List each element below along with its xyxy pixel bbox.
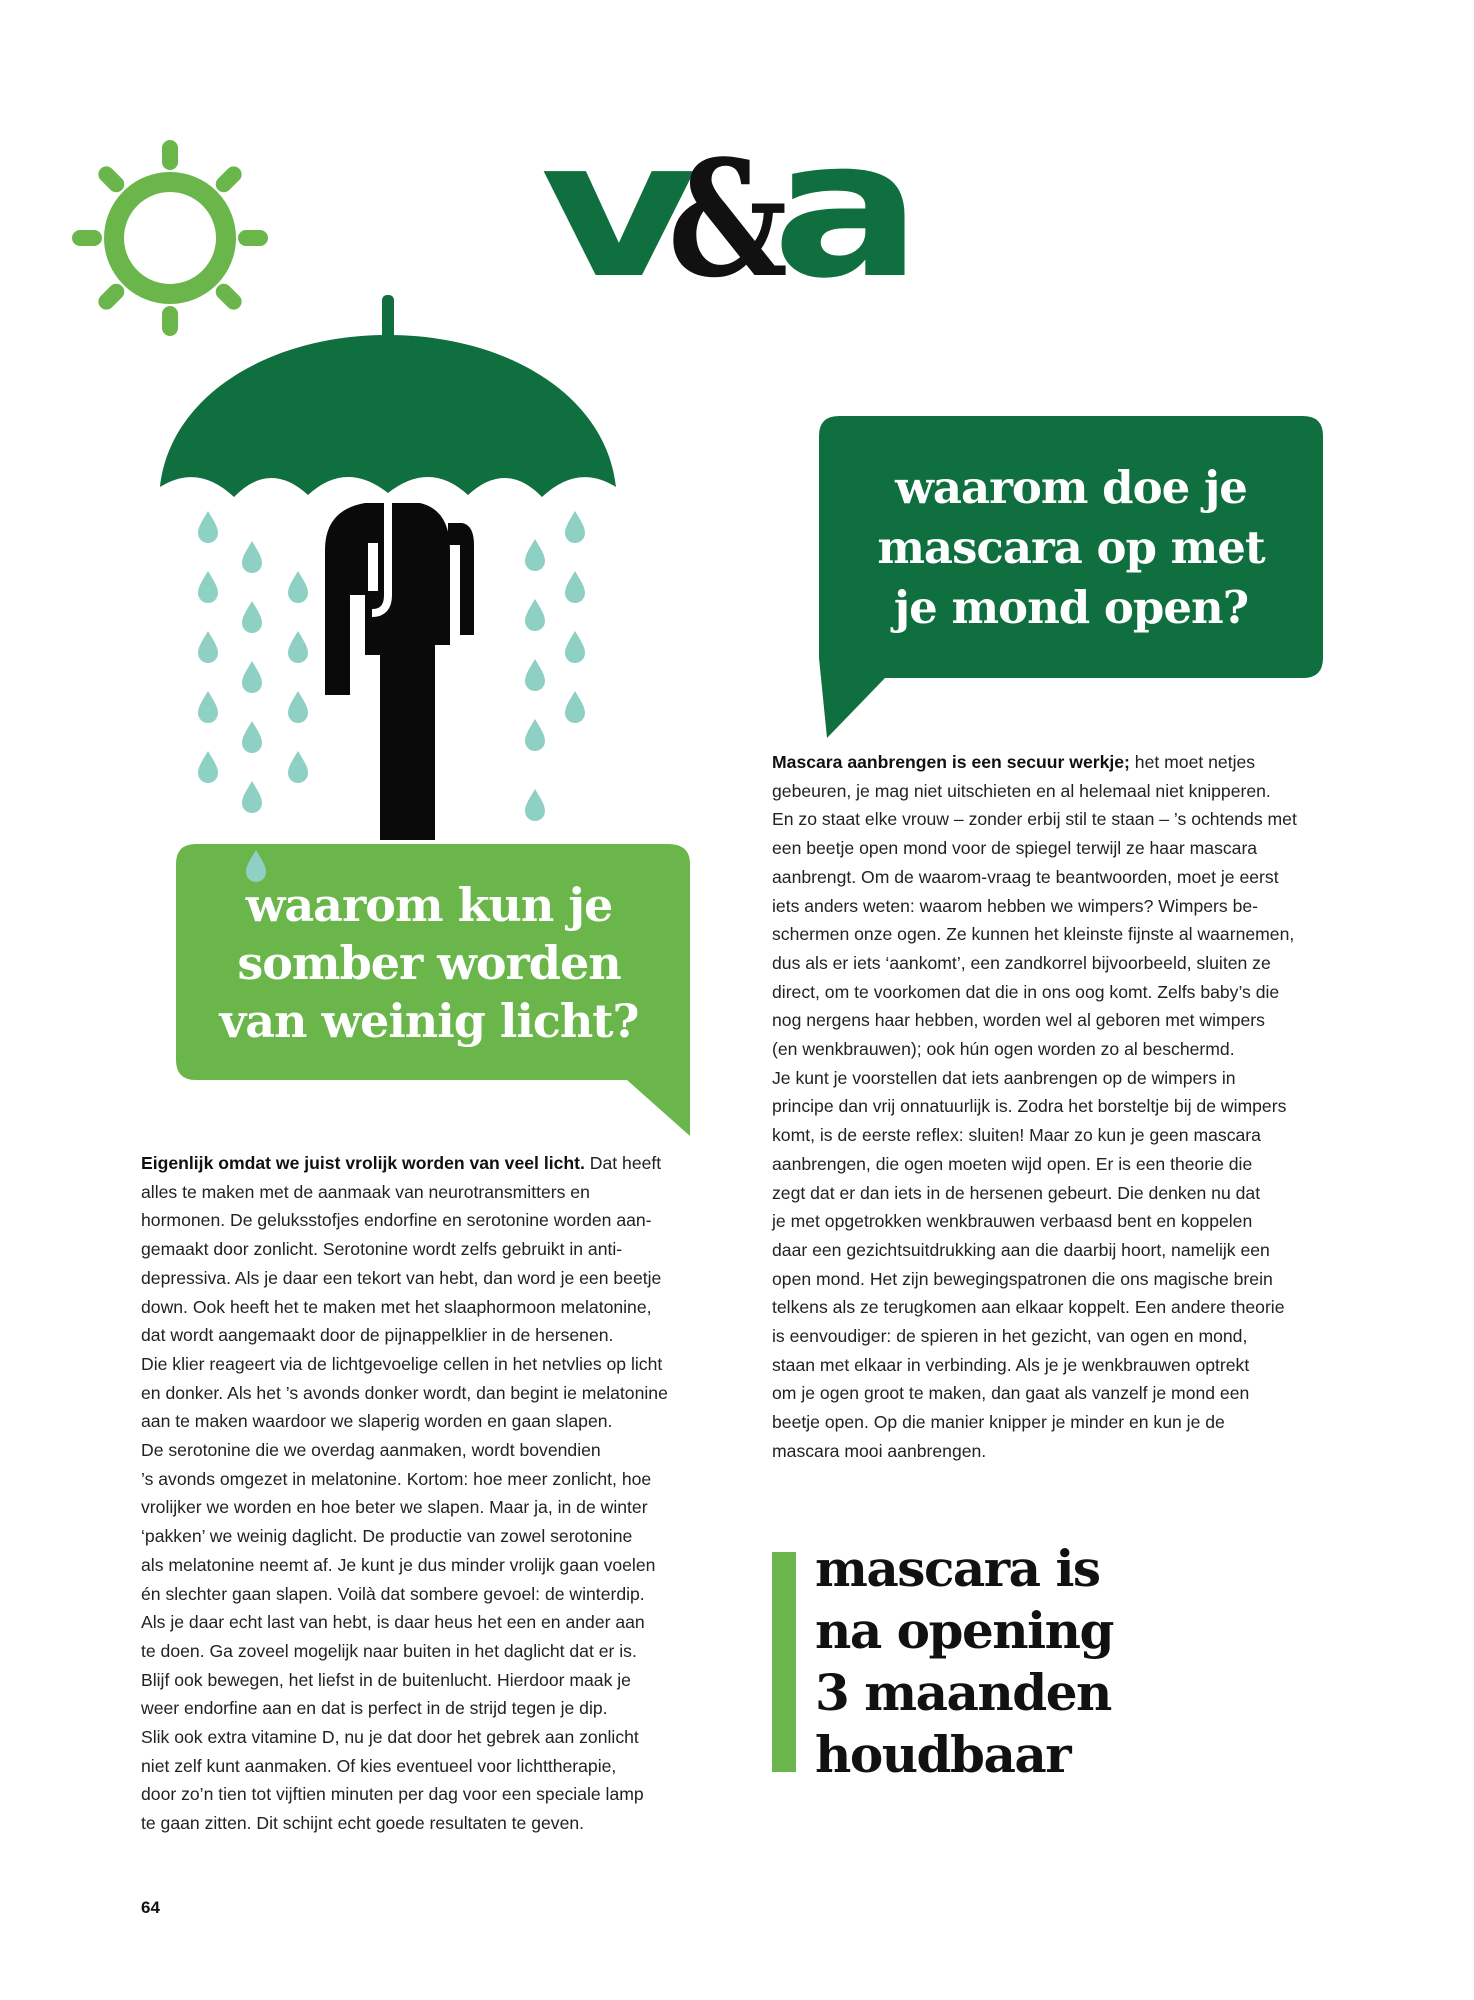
answer-left-text-line: vrolijker we worden en hoe beter we slapen. Maar ja, in de winter	[141, 1497, 648, 1518]
question-left-line-1: waarom kun je	[245, 878, 613, 932]
pull-quote-line-1: mascara is	[815, 1539, 1100, 1598]
answer-right-text-line: is eenvoudiger: de spieren in het gezicht, van ogen en mond,	[772, 1326, 1248, 1347]
answer-right-text-line: Je kunt je voorstellen dat iets aanbrengen op de wimpers in	[772, 1067, 1236, 1088]
answer-left-text-line: én slechter gaan slapen. Voilà dat sombere gevoel: de winterdip.	[141, 1583, 645, 1604]
pull-quote-line-2: na opening	[815, 1601, 1113, 1660]
answer-right-text-line: zegt dat er dan iets in de hersenen gebeurt. Die denken nu dat	[772, 1182, 1261, 1203]
logo-letter-v: v	[540, 125, 696, 295]
answer-right-text-line: direct, om te voorkomen dat die in ons oog komt. Zelfs baby’s die	[772, 981, 1280, 1002]
answer-left-text-line: De serotonine die we overdag aanmaken, wordt bovendien	[141, 1440, 601, 1461]
answer-right-text-line: komt, is de eerste reflex: sluiten! Maar zo kun je geen mascara	[772, 1125, 1261, 1146]
answer-right-text-line: open mond. Het zijn bewegingspatronen die ons magische brein	[772, 1268, 1273, 1289]
question-left-line-3: van weinig licht?	[219, 994, 639, 1048]
answer-left-text-line: weer endorfine aan en dat is perfect in de strijd tegen je dip.	[141, 1698, 608, 1719]
answer-right-text-line: daar een gezichtsuitdrukking aan die daarbij hoort, namelijk een	[772, 1239, 1270, 1260]
answer-right-text-line: gebeuren, je mag niet uitschieten en al helemaal niet knipperen.	[772, 780, 1271, 801]
answer-right-text-line: En zo staat elke vrouw – zonder erbij stil te staan – ’s ochtends met	[772, 809, 1297, 830]
answer-right-text-line: telkens als ze terugkomen aan elkaar koppelt. Een andere theorie	[772, 1297, 1285, 1318]
question-right-line-1: waarom doe je	[895, 461, 1247, 514]
pull-quote-bar	[772, 1552, 796, 1772]
answer-left-text-line: depressiva. Als je daar een tekort van hebt, dan word je een beetje	[141, 1267, 662, 1288]
answer-left-text-line: als melatonine neemt af. Je kunt je dus minder vrolijk gaan voelen	[141, 1554, 656, 1575]
answer-right-text-line: staan met elkaar in verbinding. Als je je wenkbrauwen optrekt	[772, 1354, 1250, 1375]
answer-right-text-line: je met opgetrokken wenkbrauwen verbaasd bent en koppelen	[772, 1211, 1253, 1232]
answer-left-text-line: Dat heeft	[584, 1153, 662, 1173]
answer-left-line-1	[141, 1149, 668, 1178]
answer-right-text-line: schermen onze ogen. Ze kunnen het kleinste fijnste al waarnemen,	[772, 924, 1295, 945]
answer-left-text-line: hormonen. De geluksstofjes endorfine en serotonine worden aan-	[141, 1210, 652, 1231]
answer-left-text	[141, 1149, 668, 1838]
question-right-line-2: mascara op met	[877, 521, 1265, 574]
answer-left-text-line: gemaakt door zonlicht. Serotonine wordt zelfs gebruikt in anti-	[141, 1239, 623, 1260]
answer-left-text-line: te doen. Ga zoveel mogelijk naar buiten in het daglicht dat er is.	[141, 1640, 637, 1661]
answer-left-text-line: Blijf ook bewegen, het liefst in de buitenlucht. Hierdoor maak je	[141, 1669, 631, 1690]
answer-right-text-line: aanbrengen, die ogen moeten wijd open. Er is een theorie die	[772, 1153, 1253, 1174]
pull-quote-line-4: houdbaar	[815, 1725, 1071, 1784]
answer-left-text-line: down. Ook heeft het te maken met het slaaphormoon melatonine,	[141, 1296, 652, 1317]
question-left-title	[175, 876, 683, 1050]
answer-right-text-line: iets anders weten: waarom hebben we wimpers? Wimpers be-	[772, 895, 1258, 916]
answer-right-text-line: beetje open. Op die manier knipper je minder en kun je de	[772, 1412, 1225, 1433]
raindrop-icons	[180, 505, 600, 895]
question-left-line-2: somber worden	[237, 936, 621, 990]
answer-left-text-line: Slik ook extra vitamine D, nu je dat door het gebrek aan zonlicht	[141, 1727, 639, 1748]
answer-left-text-line: dat wordt aangemaakt door de pijnappelklier in de hersenen.	[141, 1325, 614, 1346]
answer-left-text-line: en donker. Als het ’s avonds donker wordt, dan begint ie melatonine	[141, 1382, 668, 1403]
answer-right-text-line: mascara mooi aanbrengen.	[772, 1440, 987, 1461]
answer-right-text-line: dus als er iets ‘aankomt’, een zandkorrel bijvoorbeeld, sluiten ze	[772, 952, 1271, 973]
answer-left-text-line: ’s avonds omgezet in melatonine. Kortom: hoe meer zonlicht, hoe	[141, 1468, 652, 1489]
answer-right-text-line: aanbrengt. Om de waarom-vraag te beantwoorden, moet je eerst	[772, 866, 1279, 887]
answer-right-text-line: het moet netjes	[1129, 752, 1256, 772]
answer-right-text-line: (en wenkbrauwen); ook hún ogen worden zo al beschermd.	[772, 1039, 1235, 1060]
va-logo	[540, 125, 930, 295]
answer-left-text-line: alles te maken met de aanmaak van neurotransmitters en	[141, 1181, 590, 1202]
question-right-line-3: je mond open?	[893, 581, 1249, 634]
answer-right-text-line: nog nergens haar hebben, worden wel al geboren met wimpers	[772, 1010, 1265, 1031]
answer-right-text-line: principe dan vrij onnatuurlijk is. Zodra het borsteltje bij de wimpers	[772, 1096, 1287, 1117]
answer-right-line-1	[772, 748, 1297, 777]
answer-left-text-line: ‘pakken’ we weinig daglicht. De productie van zowel serotonine	[141, 1526, 633, 1547]
logo-ampersand: &	[668, 125, 788, 295]
answer-left-text-line: Als je daar echt last van hebt, is daar heus het een en ander aan	[141, 1612, 645, 1633]
answer-left-text-line: Die klier reageert via de lichtgevoelige cellen in het netvlies op licht	[141, 1353, 663, 1374]
answer-left-lead: Eigenlijk omdat we juist vrolijk worden van veel licht.	[141, 1153, 585, 1173]
answer-right-text-line: een beetje open mond voor de spiegel terwijl ze haar mascara	[772, 838, 1258, 859]
answer-right-lead: Mascara aanbrengen is een secuur werkje;	[772, 752, 1130, 772]
answer-left-text-line: niet zelf kunt aanmaken. Of kies eventueel voor lichttherapie,	[141, 1755, 617, 1776]
page-number: 64	[141, 1898, 160, 1917]
answer-left-text-line: door zo’n tien tot vijftien minuten per dag voor een speciale lamp	[141, 1784, 644, 1805]
logo-letter-a: a	[772, 125, 922, 295]
question-right-title	[836, 458, 1306, 638]
answer-right-text	[772, 748, 1297, 1466]
answer-left-text-line: aan te maken waardoor we slaperig worden en gaan slapen.	[141, 1411, 613, 1432]
pull-quote-line-3: 3 maanden	[815, 1663, 1111, 1722]
answer-right-text-line: om je ogen groot te maken, dan gaat als vanzelf je mond een	[772, 1383, 1250, 1404]
pull-quote	[815, 1538, 1113, 1786]
answer-left-text-line: te gaan zitten. Dit schijnt echt goede resultaten te geven.	[141, 1813, 585, 1834]
